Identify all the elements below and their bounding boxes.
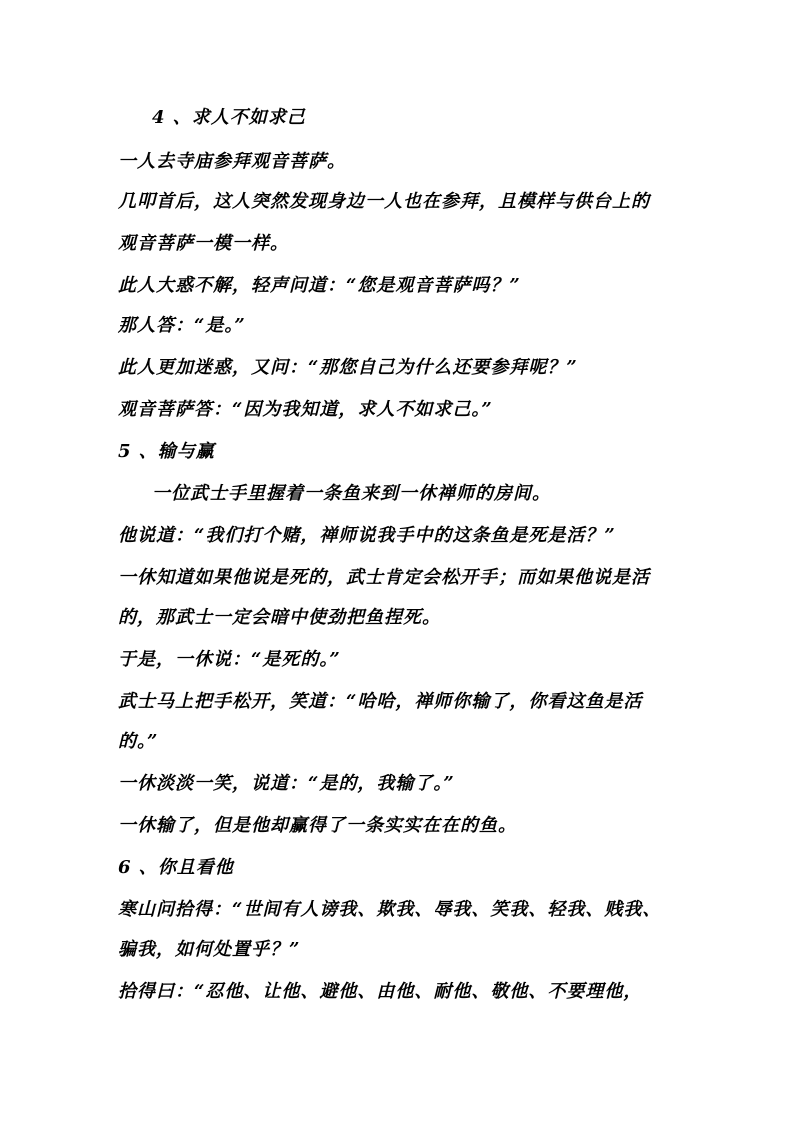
section-heading-5: 5 、输与赢 [118, 441, 215, 462]
paragraph-line: 一位武士手里握着一条鱼来到一休禅师的房间。 [152, 483, 551, 504]
paragraph-line: 此人大惑不解，轻声问道：“您是观音菩萨吗？” [118, 275, 521, 296]
paragraph-line: 拾得曰：“忍他、让他、避他、由他、耐他、敬他、不要理他， [118, 981, 643, 1002]
paragraph-line: 武士马上把手松开，笑道：“哈哈，禅师你输了，你看这鱼是活 [118, 691, 643, 712]
paragraph-line: 一人去寺庙参拜观音菩萨。 [118, 151, 346, 172]
paragraph-line: 一休知道如果他说是死的，武士肯定会松开手；而如果他说是活 [118, 567, 650, 588]
paragraph-line: 的，那武士一定会暗中使劲把鱼捏死。 [118, 607, 441, 628]
paragraph-line: 一休淡淡一笑，说道：“是的，我输了。” [118, 773, 455, 794]
paragraph-line: 一休输了，但是他却赢得了一条实实在在的鱼。 [118, 815, 517, 836]
paragraph-line: 那人答：“是。” [118, 315, 246, 336]
paragraph-line: 他说道：“我们打个赌，禅师说我手中的这条鱼是死是活？” [118, 525, 616, 546]
paragraph-line: 此人更加迷惑，又问：“那您自己为什么还要参拜呢？” [118, 357, 578, 378]
paragraph-line: 观音菩萨一模一样。 [118, 233, 289, 254]
paragraph-line: 观音菩萨答：“因为我知道，求人不如求己。” [118, 399, 493, 420]
section-heading-4: 4 、求人不如求己 [152, 107, 306, 128]
paragraph-line: 寒山问拾得：“世间有人谤我、欺我、辱我、笑我、轻我、贱我、 [118, 899, 662, 920]
section-heading-6: 6 、你且看他 [118, 857, 234, 878]
paragraph-line: 于是，一休说：“是死的。” [118, 649, 341, 670]
paragraph-line: 的。” [118, 731, 159, 752]
paragraph-line: 骗我，如何处置乎？” [118, 939, 301, 960]
paragraph-line: 几叩首后，这人突然发现身边一人也在参拜，且模样与供台上的 [118, 191, 650, 212]
